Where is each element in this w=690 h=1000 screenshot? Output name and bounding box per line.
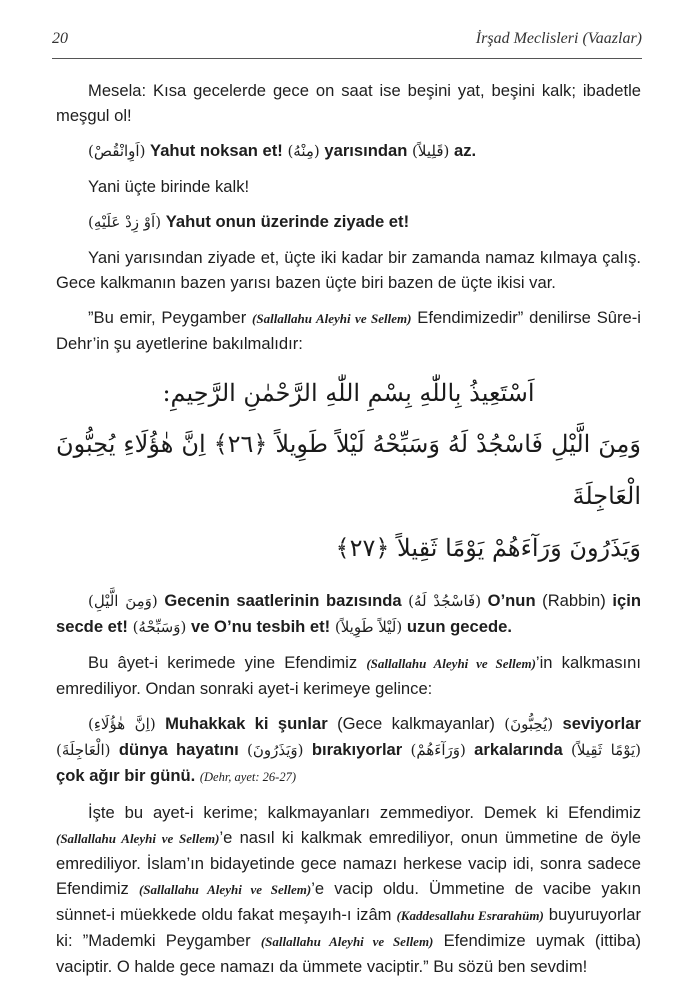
translation-bold: bırakıyorlar [311,740,403,759]
arabic-phrase: (فَاسْجُدْ لَهُ) [408,592,482,610]
text: ’in kalkmasını emrediliyor. Ondan sonraki ayet-i kerimeye gelince: [56,653,641,698]
paragraph-10 [56,800,641,979]
text: İşte bu ayet-i kerime; kalkmayanları zemmediyor. Demek ki Efendimiz [88,803,641,822]
paragraph-7 [56,588,641,640]
paragraph-9 [56,711,641,790]
arabic-phrase: (اِنَّ هٰؤُلَاءِ) [88,715,156,733]
translation-bold: az. [453,141,477,160]
translation-bold: seviyorlar [562,714,641,733]
text: Bu âyet-i kerimede yine Efendimiz [88,653,358,672]
page-number: 20 [52,30,68,47]
page-header [52,30,642,54]
honorific: (Sallallahu Aleyhi ve Sellem) [138,882,312,897]
arabic-phrase: (وَرَآءَهُمْ) [410,741,466,759]
translation-bold: Muhakkak ki şunlar [165,714,328,733]
paragraph-6 [56,305,641,356]
translation-bold: O’nun [487,591,536,610]
translation-bold: arkalarında [474,740,563,759]
verse-citation: (Dehr, ayet: 26-27) [199,770,296,784]
verse-line-1: وَمِنَ الَّيْلِ فَاسْجُدْ لَهُ وَسَبِّحْهُ لَيْلاً طَوِيلاً ﴿٢٦﴾ اِنَّ هٰؤُلَاءِ يُحِبُّونَ الْعَاجِلَةَ [56,430,641,510]
translation-bold: dünya hayatını [118,740,239,759]
honorific: (Sallallahu Aleyhi ve Sellem) [260,934,434,949]
translation-bold: için secde et! [56,591,641,636]
header-rule [52,58,642,59]
translation-bold: çok ağır bir günü. [56,766,196,785]
arabic-phrase: (وَمِنَ الَّيْلِ) [88,592,158,610]
paragraph-4 [56,209,641,235]
text: buyuruyorlar ki: ”Mademki Peygamber [56,905,641,950]
arabic-phrase: (اَوِانْقُصْ) [88,142,146,160]
honorific: (Kaddesallahu Esrarahüm) [396,908,544,923]
text: (Rabbin) [542,591,606,610]
basmala: اَسْتَعِيذُ بِاللّٰهِ بِسْمِ اللّٰهِ الرَّحْمٰنِ الرَّحِيمِ: [162,379,535,407]
text: (Gece kalkmayanlar) [337,714,495,733]
translation-bold: Yahut noksan et! [150,141,283,160]
arabic-phrase: (لَيْلاً طَوِيلاً) [334,618,403,636]
translation-bold: ve O’nu tesbih et! [190,617,331,636]
paragraph-3: Yani üçte birinde kalk! [88,177,250,196]
paragraph-8 [56,650,641,701]
text: ”Bu emir, Peygamber [88,308,247,327]
arabic-phrase: (وَسَبِّحْهُ) [132,618,187,636]
quran-verses [56,368,641,574]
translation-bold: Gecenin saatlerinin bazısında [164,591,402,610]
arabic-phrase: (وَيَذَرُونَ) [247,741,304,759]
arabic-phrase: (اَوْ زِدْ عَلَيْهِ) [88,213,162,231]
text: Efendimize uymak (ittiba) vaciptir. O halde gece namazı da ümmete vaciptir.” Bu sözü ben sevdim! [56,931,641,976]
text: Efendimizedir” denilirse Sûre-i Dehr’in şu ayetlerine bakılmalıdır: [56,308,641,353]
translation-bold: Yahut onun üzerinde ziyade et! [165,212,410,231]
page-body [56,78,641,989]
arabic-phrase: (يَوْمًا ثَقِيلاً) [571,741,641,759]
verse-line-2: وَيَذَرُونَ وَرَآءَهُمْ يَوْمًا ثَقِيلاً ﴿٢٧﴾ [335,534,641,562]
translation-bold: uzun gecede. [406,617,512,636]
honorific: (Sallallahu Aleyhi ve Sellem) [56,831,220,846]
paragraph-2 [56,138,641,164]
honorific: (Sallallahu Aleyhi ve Sellem) [252,311,412,326]
arabic-phrase: (يُحِبُّونَ) [504,715,554,733]
arabic-phrase: (الْعَاجِلَةَ) [56,741,111,759]
running-title: İrşad Meclisleri (Vaazlar) [475,30,642,47]
paragraph-1: Mesela: Kısa gecelerde gece on saat ise beşini yat, beşini kalk; ibadetle meşgul ol! [56,81,641,125]
honorific: (Sallallahu Aleyhi ve Sellem) [366,656,536,671]
text: ’e vacip oldu. Ümmetine de vacibe yakın sünnet-i müekkede oldu fakat meşayıh-ı izâm [56,879,641,924]
translation-bold: yarısından [324,141,408,160]
paragraph-5: Yani yarısından ziyade et, üçte iki kadar bir zamanda namaz kılmaya çalış. Gece kalkmanın bazen yarısı bazen üçte biri bazen de üçte ikisi var. [56,248,641,292]
text: ’e nasıl ki kalkmak emrediliyor, onun ümmetine de öyle emrediliyor. İslam’ın bidayetinde gece namazı herkese vacip idi, sonra sadece Efendimiz [56,828,642,898]
arabic-phrase: (قَلِيلاً) [412,142,450,160]
arabic-phrase: (مِنْهُ) [287,142,320,160]
